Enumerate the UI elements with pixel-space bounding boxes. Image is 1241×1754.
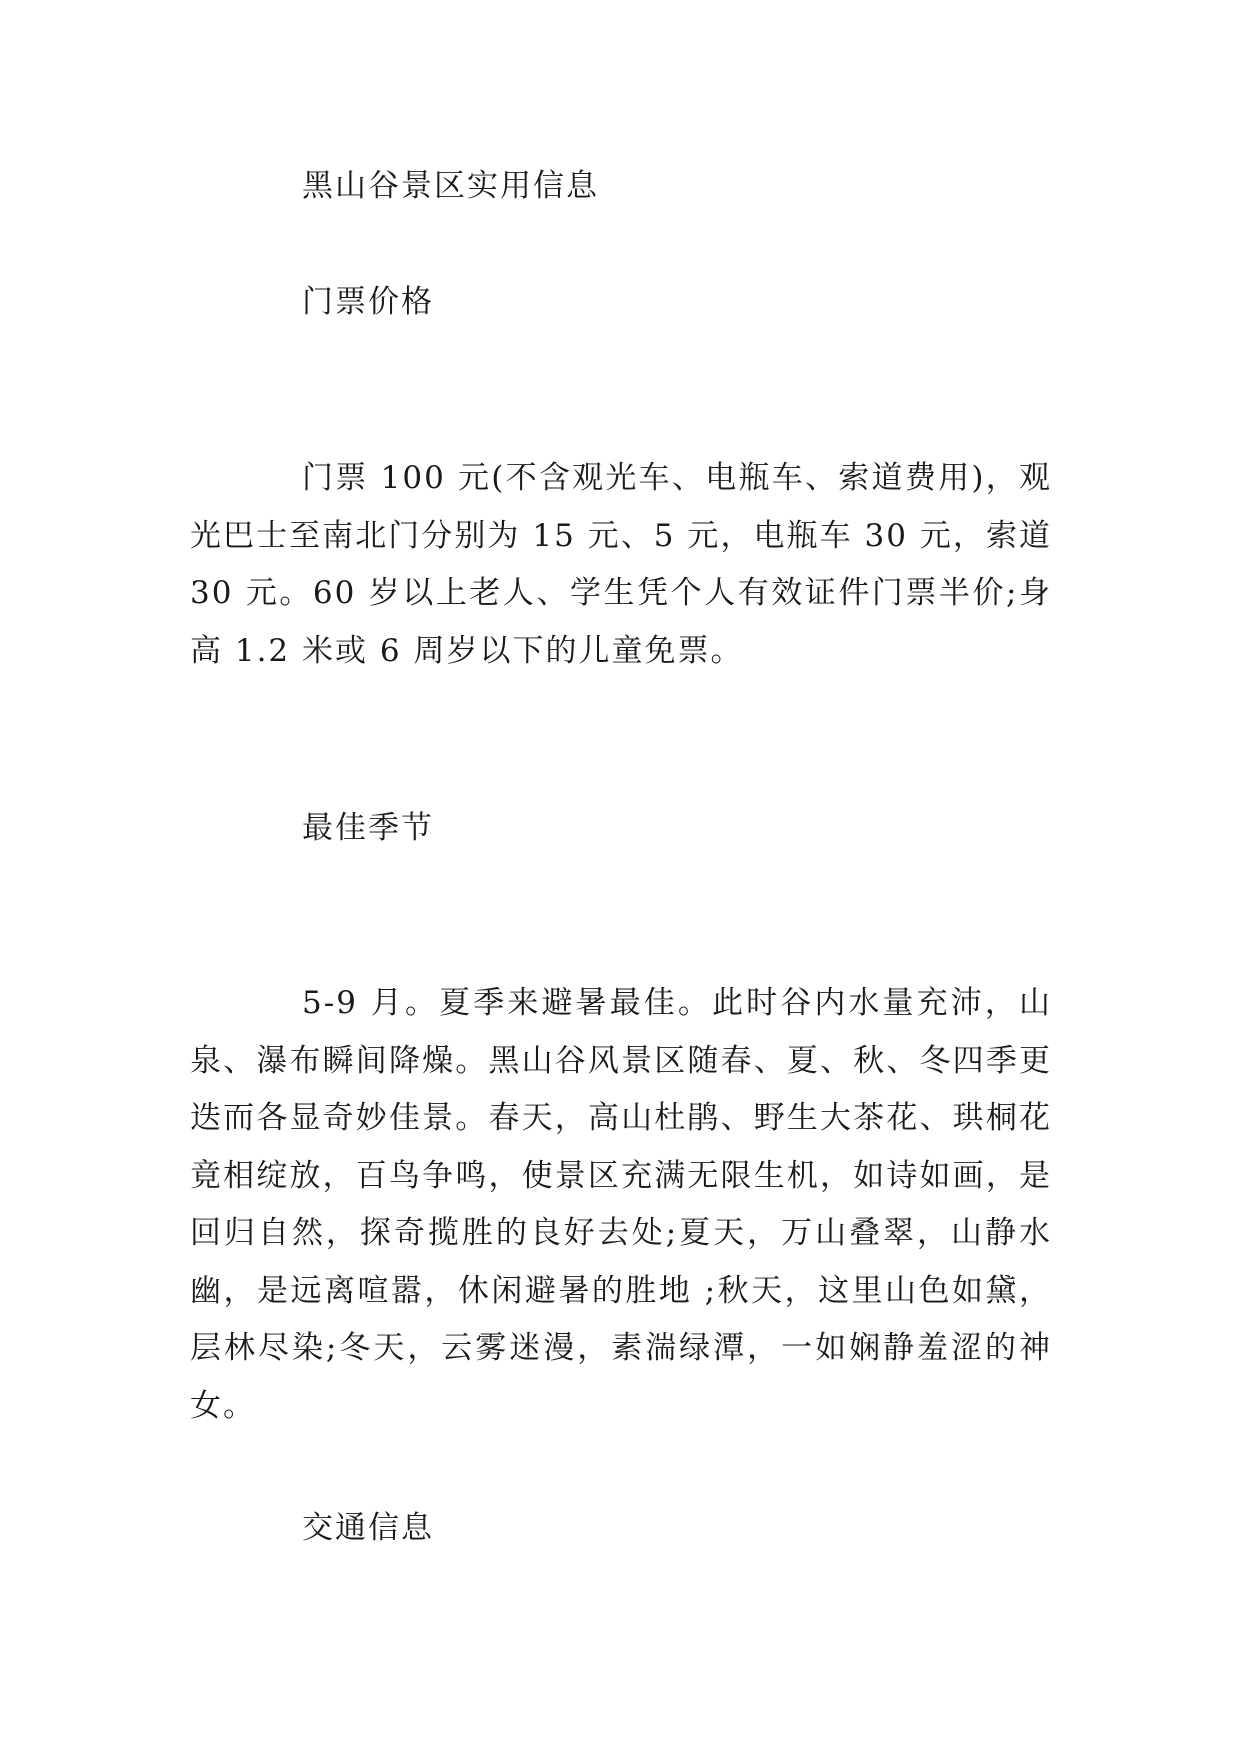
document-title: 黑山谷景区实用信息	[302, 168, 599, 204]
section-heading-best-season: 最佳季节	[302, 810, 434, 846]
section-heading-ticket-price: 门票价格	[302, 284, 434, 320]
section-body-best-season: 5-9 月。夏季来避暑最佳。此时谷内水量充沛，山泉、瀑布瞬间降燥。黑山谷风景区随春、夏、秋、冬四季更迭而各显奇妙佳景。春天，高山杜鹃、野生大茶花、珙桐花竟相绽放，百鸟争鸣，使景区充满无限生机，如诗如画，是回归自然，探奇揽胜的良好去处;夏天，万山叠翠，山静水幽，是远离喧嚣，休闲避暑的胜地 ;秋天，这里山色如黛，层林尽染;冬天，云雾迷漫，素湍绿潭，一如娴静羞涩的神女。	[190, 985, 1052, 1424]
section-body-ticket-price: 门票 100 元(不含观光车、电瓶车、索道费用)，观光巴士至南北门分别为 15 元、5 元，电瓶车 30 元，索道 30 元。60 岁以上老人、学生凭个人有效证件门票半价;身高 1.2 米或 6 周岁以下的儿童免票。	[190, 460, 1052, 669]
section-heading-traffic-info: 交通信息	[302, 1510, 434, 1546]
